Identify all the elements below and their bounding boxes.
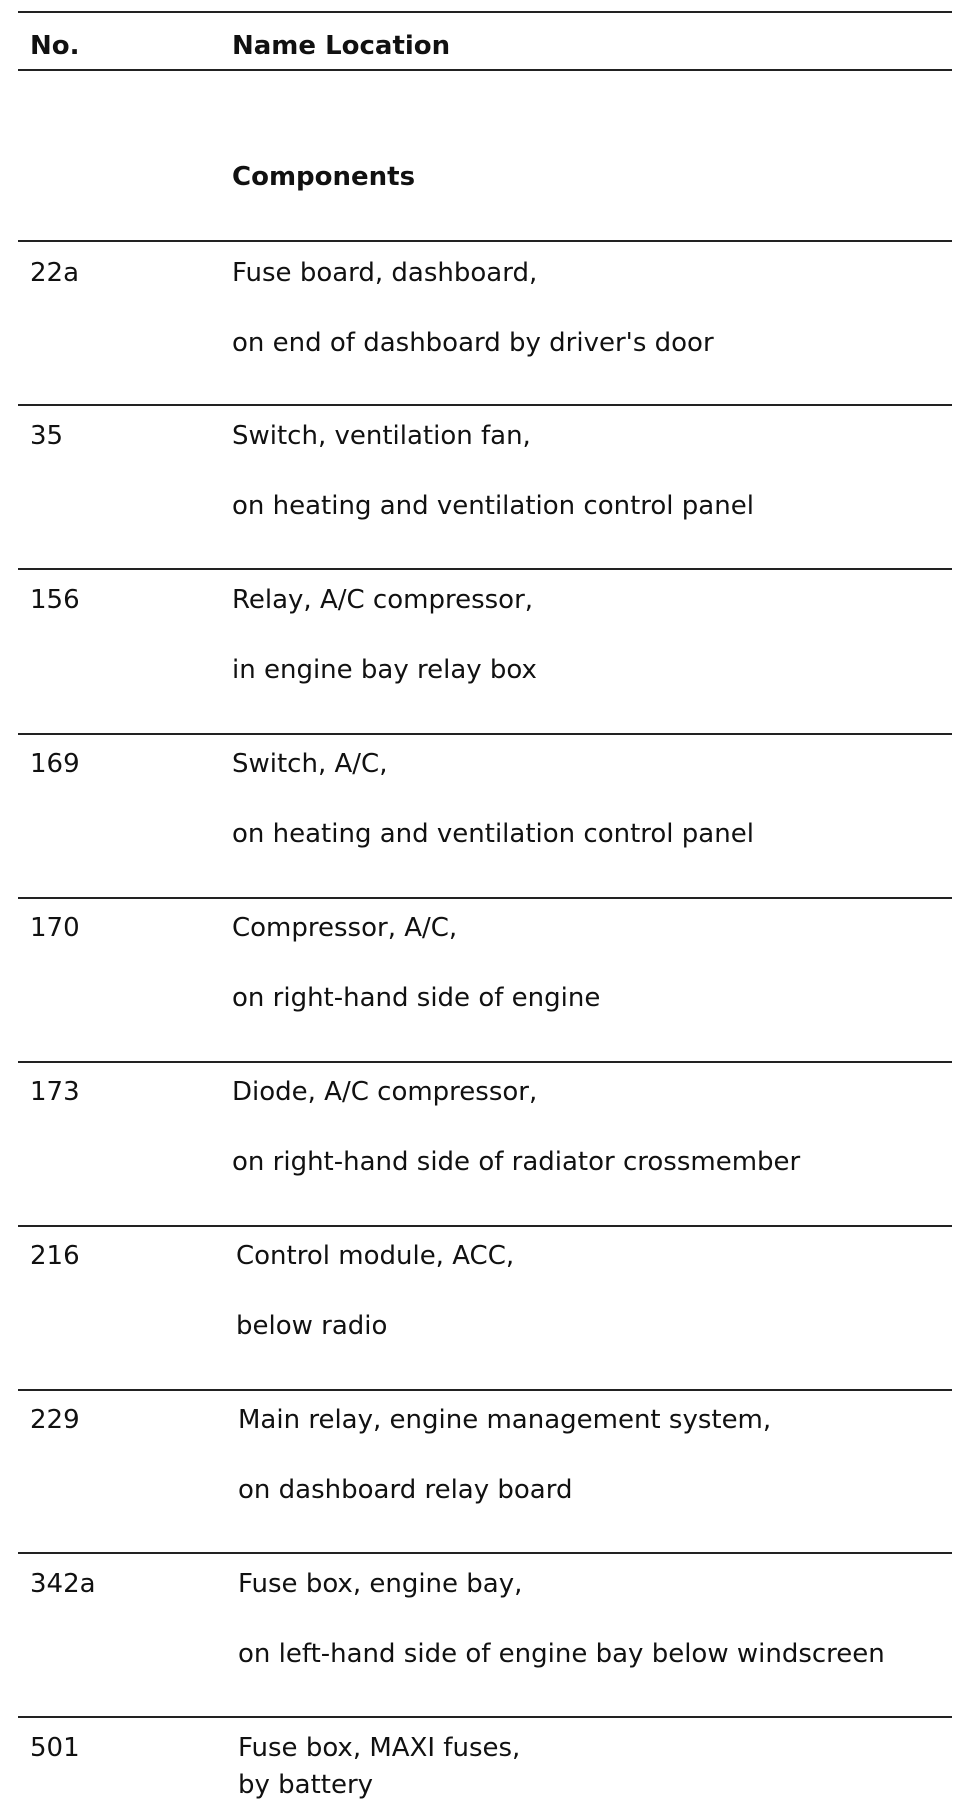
row-divider [18,1225,952,1227]
row-location: by battery [238,1770,374,1800]
header-name-location: Name Location [232,31,451,61]
row-name: Main relay, engine management system, [238,1405,772,1435]
row-location: in engine bay relay box [232,655,537,685]
row-location: on dashboard relay board [238,1475,573,1505]
header-no: No. [30,31,80,61]
row-number: 173 [30,1077,80,1107]
row-location: below radio [236,1311,388,1341]
row-location: on heating and ventilation control panel [232,491,754,521]
table-top-rule [18,11,952,13]
row-divider [18,733,952,735]
row-location: on right-hand side of radiator crossmember [232,1147,801,1177]
row-name: Relay, A/C compressor, [232,585,534,615]
row-number: 22a [30,258,80,288]
row-name: Switch, ventilation fan, [232,421,531,451]
row-name: Diode, A/C compressor, [232,1077,538,1107]
section-title: Components [232,162,416,192]
row-divider [18,404,952,406]
header-bottom-rule [18,69,952,71]
row-name: Compressor, A/C, [232,913,458,943]
row-number: 35 [30,421,64,451]
row-divider [18,1552,952,1554]
row-number: 342a [30,1569,96,1599]
row-name: Fuse box, MAXI fuses, [238,1733,521,1763]
row-number: 216 [30,1241,80,1271]
row-number: 169 [30,749,80,779]
row-number: 229 [30,1405,80,1435]
row-name: Fuse box, engine bay, [238,1569,523,1599]
row-location: on right-hand side of engine [232,983,601,1013]
row-number: 170 [30,913,80,943]
row-divider [18,240,952,242]
row-divider [18,1061,952,1063]
row-divider [18,1389,952,1391]
row-divider [18,897,952,899]
row-number: 501 [30,1733,80,1763]
row-number: 156 [30,585,80,615]
row-divider [18,1716,952,1718]
row-name: Control module, ACC, [236,1241,515,1271]
row-location: on end of dashboard by driver's door [232,328,714,358]
row-divider [18,568,952,570]
row-location: on left-hand side of engine bay below windscreen [238,1639,885,1669]
row-name: Fuse board, dashboard, [232,258,538,288]
row-name: Switch, A/C, [232,749,388,779]
row-location: on heating and ventilation control panel [232,819,754,849]
